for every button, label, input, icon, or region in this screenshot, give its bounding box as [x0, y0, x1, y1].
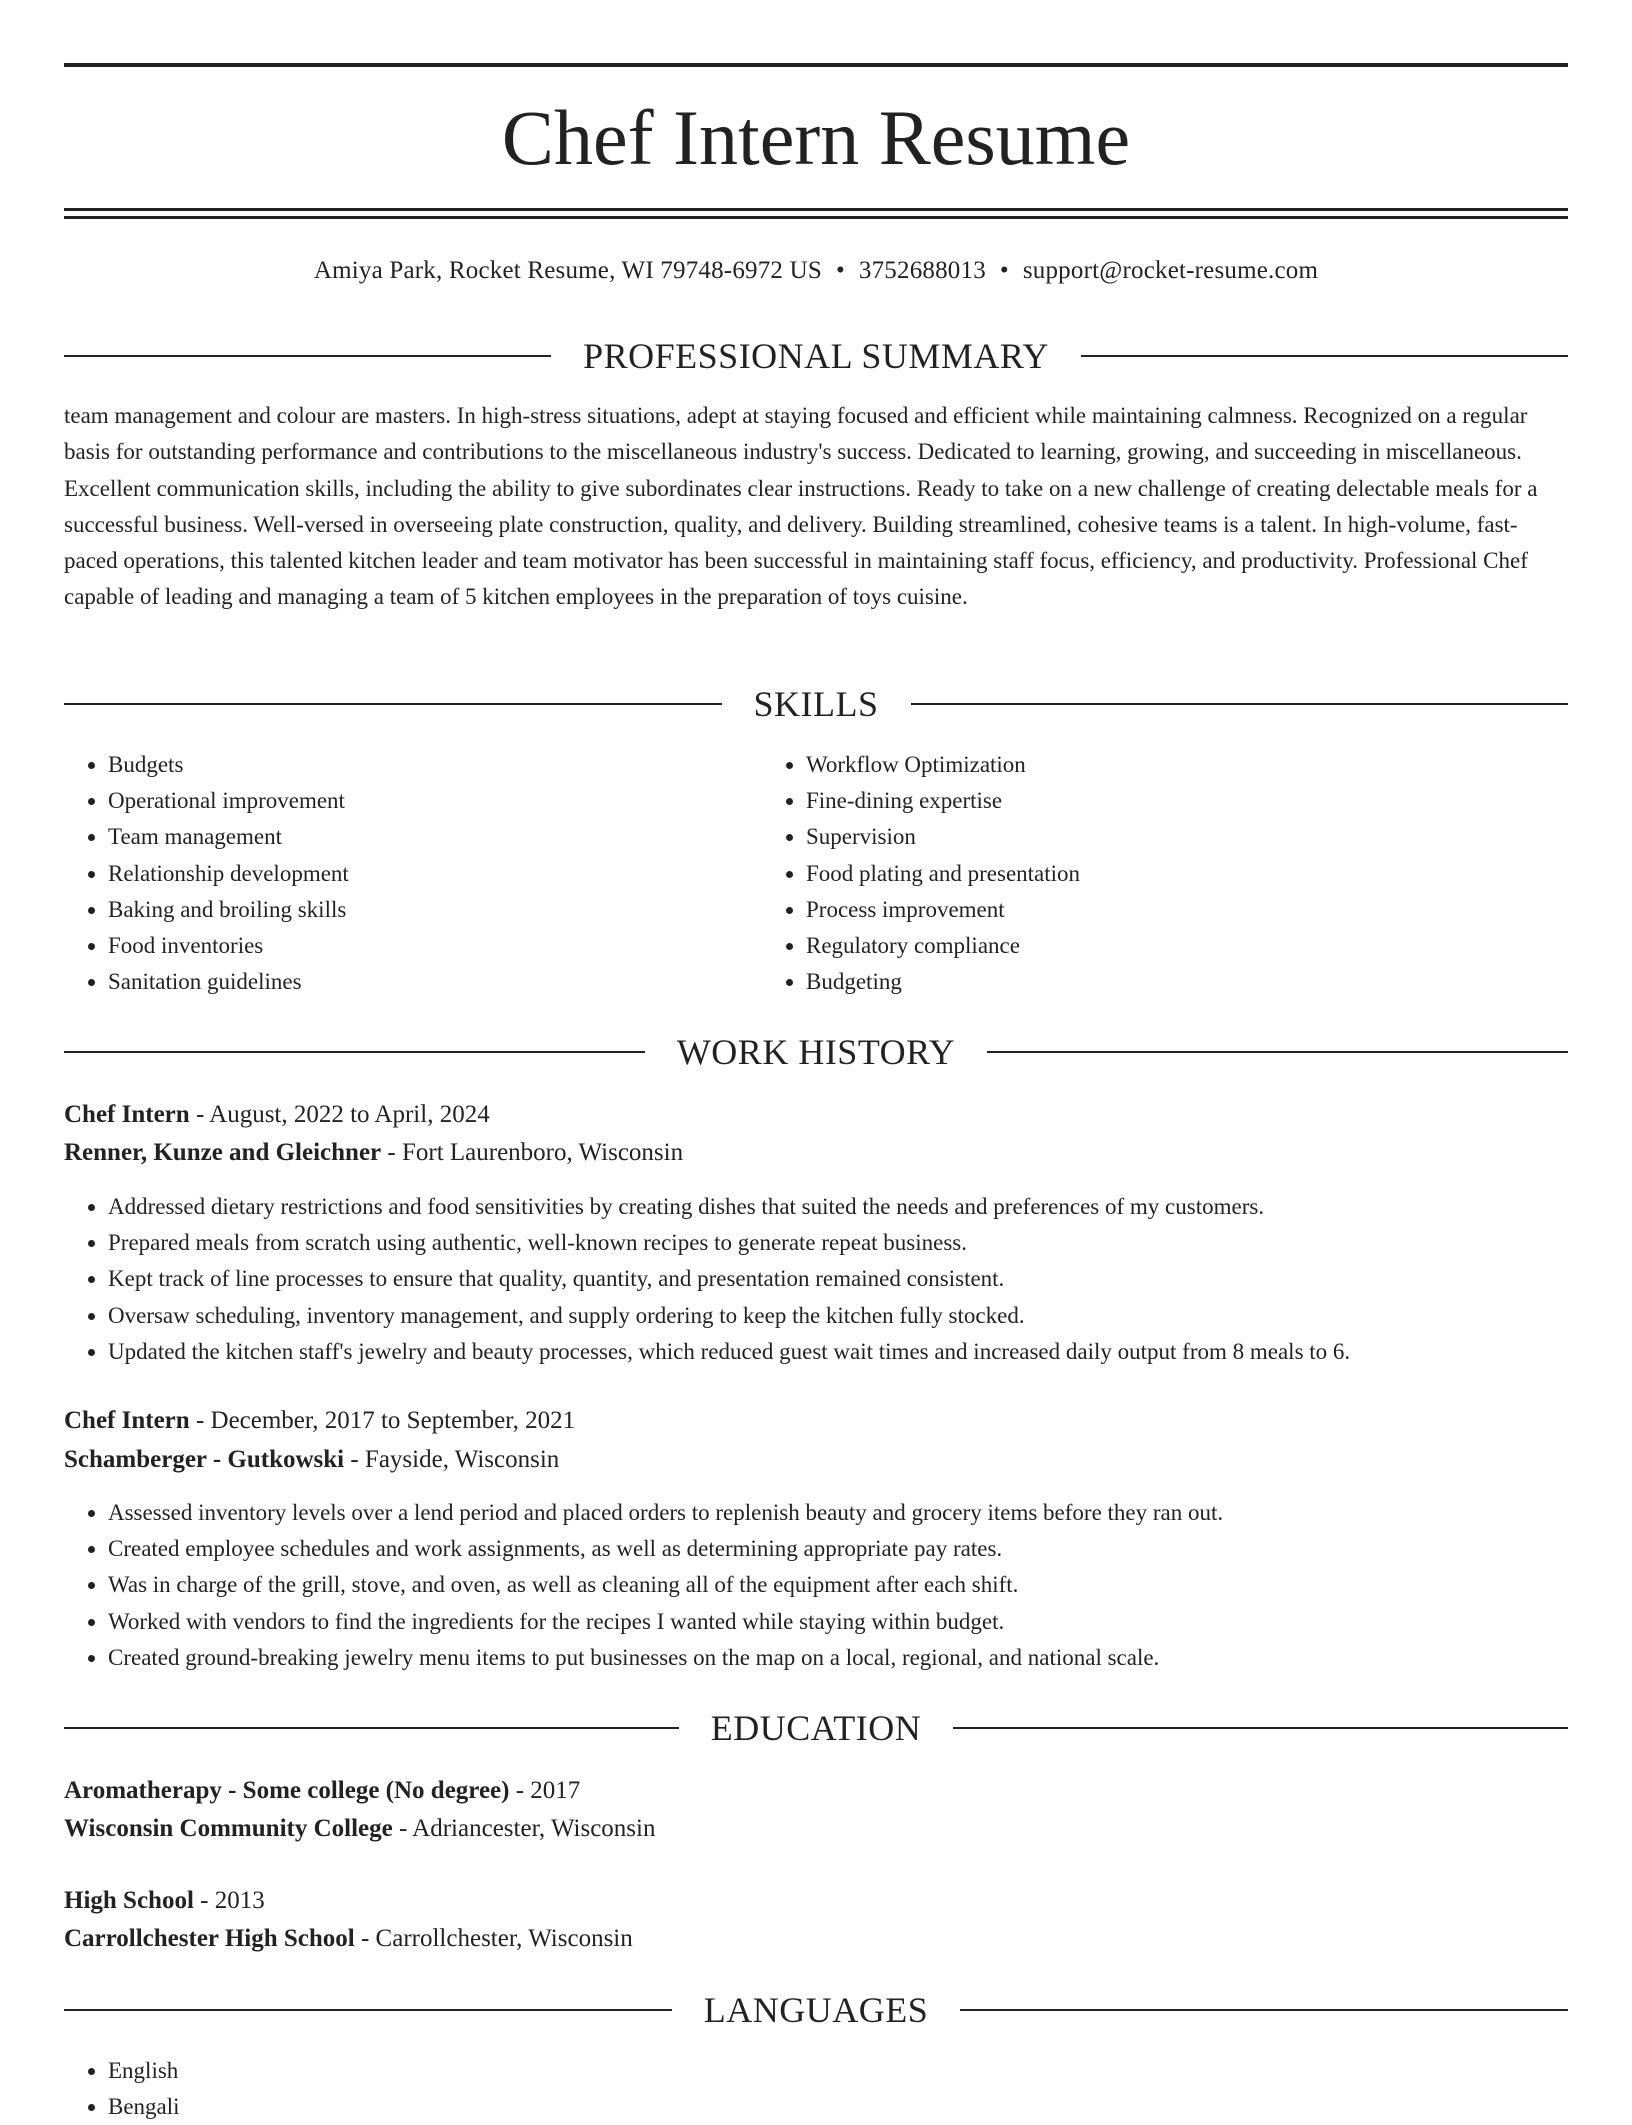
job-location: - Fort Laurenboro, Wisconsin [381, 1139, 684, 1166]
job-duty: • Worked with vendors to find the ingredients for the recipes I wanted while staying within budget. [108, 1604, 1568, 1640]
heading-rule [1081, 355, 1568, 357]
section-title: SKILLS [753, 684, 879, 724]
education-school-line [64, 1811, 1568, 1847]
job-duty: • Updated the kitchen staff's jewelry and beauty processes, which reduced guest wait times and increased daily output from 8 meals to 6. [108, 1334, 1568, 1370]
section-heading-languages [64, 1988, 1568, 2032]
job-duty: • Oversaw scheduling, inventory management, and supply ordering to keep the kitchen fully stocked. [108, 1298, 1568, 1334]
contact-separator: • [835, 257, 845, 284]
heading-rule [64, 1051, 645, 1053]
skill-item: • Baking and broiling skills [108, 892, 762, 928]
language-item: • Bengali [108, 2089, 1568, 2125]
skill-item: • Fine-dining expertise [806, 783, 1568, 819]
skill-item: • Supervision [806, 819, 1568, 855]
contact-phone: 3752688013 [858, 257, 986, 284]
section-heading-work [64, 1030, 1568, 1074]
skill-item: • Relationship development [108, 856, 762, 892]
education-degree-line [64, 1883, 1568, 1919]
skills-list [64, 747, 1568, 1000]
job-duty: • Created employee schedules and work assignments, as well as determining appropriate pay rates. [108, 1531, 1568, 1567]
heading-rule [64, 1727, 679, 1729]
skill-item: • Budgets [108, 747, 762, 783]
heading-rule [64, 703, 722, 705]
job-location: - Fayside, Wisconsin [344, 1446, 560, 1473]
skill-item: • Food inventories [108, 928, 762, 964]
job-title-line [64, 1097, 1568, 1133]
education-degree-line [64, 1773, 1568, 1809]
education-location: - Adriancester, Wisconsin [392, 1815, 656, 1842]
section-title: LANGUAGES [703, 1990, 929, 2030]
education-location: - Carrollchester, Wisconsin [354, 1925, 633, 1952]
education-year: - 2013 [193, 1887, 265, 1914]
job-duty: • Was in charge of the grill, stove, and oven, as well as cleaning all of the equipment after each shift. [108, 1567, 1568, 1603]
skill-item: • Team management [108, 819, 762, 855]
skill-item: • Sanitation guidelines [108, 964, 762, 1000]
skill-item: • Process improvement [806, 892, 1568, 928]
education-school: Wisconsin Community College [64, 1815, 393, 1842]
contact-separator: • [999, 257, 1009, 284]
job-duty: • Created ground-breaking jewelry menu items to put businesses on the map on a local, regional, and national scale. [108, 1640, 1568, 1676]
education-degree: Aromatherapy - Some college (No degree) [64, 1777, 510, 1804]
job-duty: • Assessed inventory levels over a lend period and placed orders to replenish beauty and grocery items before they ran out. [108, 1495, 1568, 1531]
section-heading-education [64, 1706, 1568, 1750]
education-year: - 2017 [509, 1777, 581, 1804]
skills-column-left [64, 747, 762, 1000]
heading-rule [960, 2009, 1568, 2011]
languages-list [64, 2053, 1568, 2125]
job-duties-list [64, 1189, 1568, 1370]
skill-item: • Workflow Optimization [806, 747, 1568, 783]
education-degree: High School [64, 1887, 194, 1914]
contact-address: Amiya Park, Rocket Resume, WI 79748-6972 US [313, 257, 822, 284]
contact-email: support@rocket-resume.com [1022, 257, 1319, 284]
job-company-line [64, 1442, 1568, 1478]
job-title: Chef Intern [64, 1101, 190, 1128]
heading-rule [953, 1727, 1568, 1729]
job-company: Schamberger - Gutkowski [64, 1446, 345, 1473]
job-company: Renner, Kunze and Gleichner [64, 1139, 382, 1166]
heading-rule [987, 1051, 1568, 1053]
summary-paragraph: team management and colour are masters. In high-stress situations, adept at staying focused and efficient while maintaining calmness. Recognized on a regular basis for outstanding performance and contributions to the miscellaneous industry's success. Dedicated to learning, growing, and succeeding in miscellaneous. Excellent communication skills, including the ability to give subordinates clear instructions. Ready to take on a new challenge of creating delectable meals for a successful business. Well-versed in overseeing plate construction, quality, and delivery. Building streamlined, cohesive teams is a talent. In high-volume, fast-paced operations, this talented kitchen leader and team motivator has been successful in maintaining staff focus, efficiency, and productivity. Professional Chef capable of leading and managing a team of 5 kitchen employees in the preparation of toys cuisine. [64, 403, 1538, 610]
skill-item: • Regulatory compliance [806, 928, 1568, 964]
section-heading-summary [64, 334, 1568, 378]
job-duty: • Prepared meals from scratch using authentic, well-known recipes to generate repeat business. [108, 1225, 1568, 1261]
section-heading-skills [64, 682, 1568, 726]
contact-line [64, 254, 1568, 288]
skills-column-right [762, 747, 1568, 1000]
header-double-rule-upper [64, 208, 1568, 211]
job-dates: - December, 2017 to September, 2021 [189, 1407, 576, 1434]
education-school-line [64, 1921, 1568, 1957]
job-dates: - August, 2022 to April, 2024 [189, 1101, 490, 1128]
job-duty: • Addressed dietary restrictions and food sensitivities by creating dishes that suited the needs and preferences of my customers. [108, 1189, 1568, 1225]
heading-rule [64, 2009, 672, 2011]
resume-title: Chef Intern Resume [501, 94, 1131, 181]
header-top-rule [64, 63, 1568, 67]
job-title: Chef Intern [64, 1407, 190, 1434]
job-duties-list [64, 1495, 1568, 1676]
language-item: • English [108, 2053, 1568, 2089]
job-title-line [64, 1403, 1568, 1439]
header-double-rule-lower [64, 216, 1568, 219]
heading-rule [64, 355, 551, 357]
skill-item: • Operational improvement [108, 783, 762, 819]
job-company-line [64, 1135, 1568, 1171]
section-title: EDUCATION [710, 1708, 922, 1748]
job-duty: • Kept track of line processes to ensure that quality, quantity, and presentation remained consistent. [108, 1261, 1568, 1297]
section-title: WORK HISTORY [676, 1032, 956, 1072]
heading-rule [911, 703, 1569, 705]
education-school: Carrollchester High School [64, 1925, 355, 1952]
skill-item: • Budgeting [806, 964, 1568, 1000]
skill-item: • Food plating and presentation [806, 856, 1568, 892]
section-title: PROFESSIONAL SUMMARY [583, 336, 1049, 376]
